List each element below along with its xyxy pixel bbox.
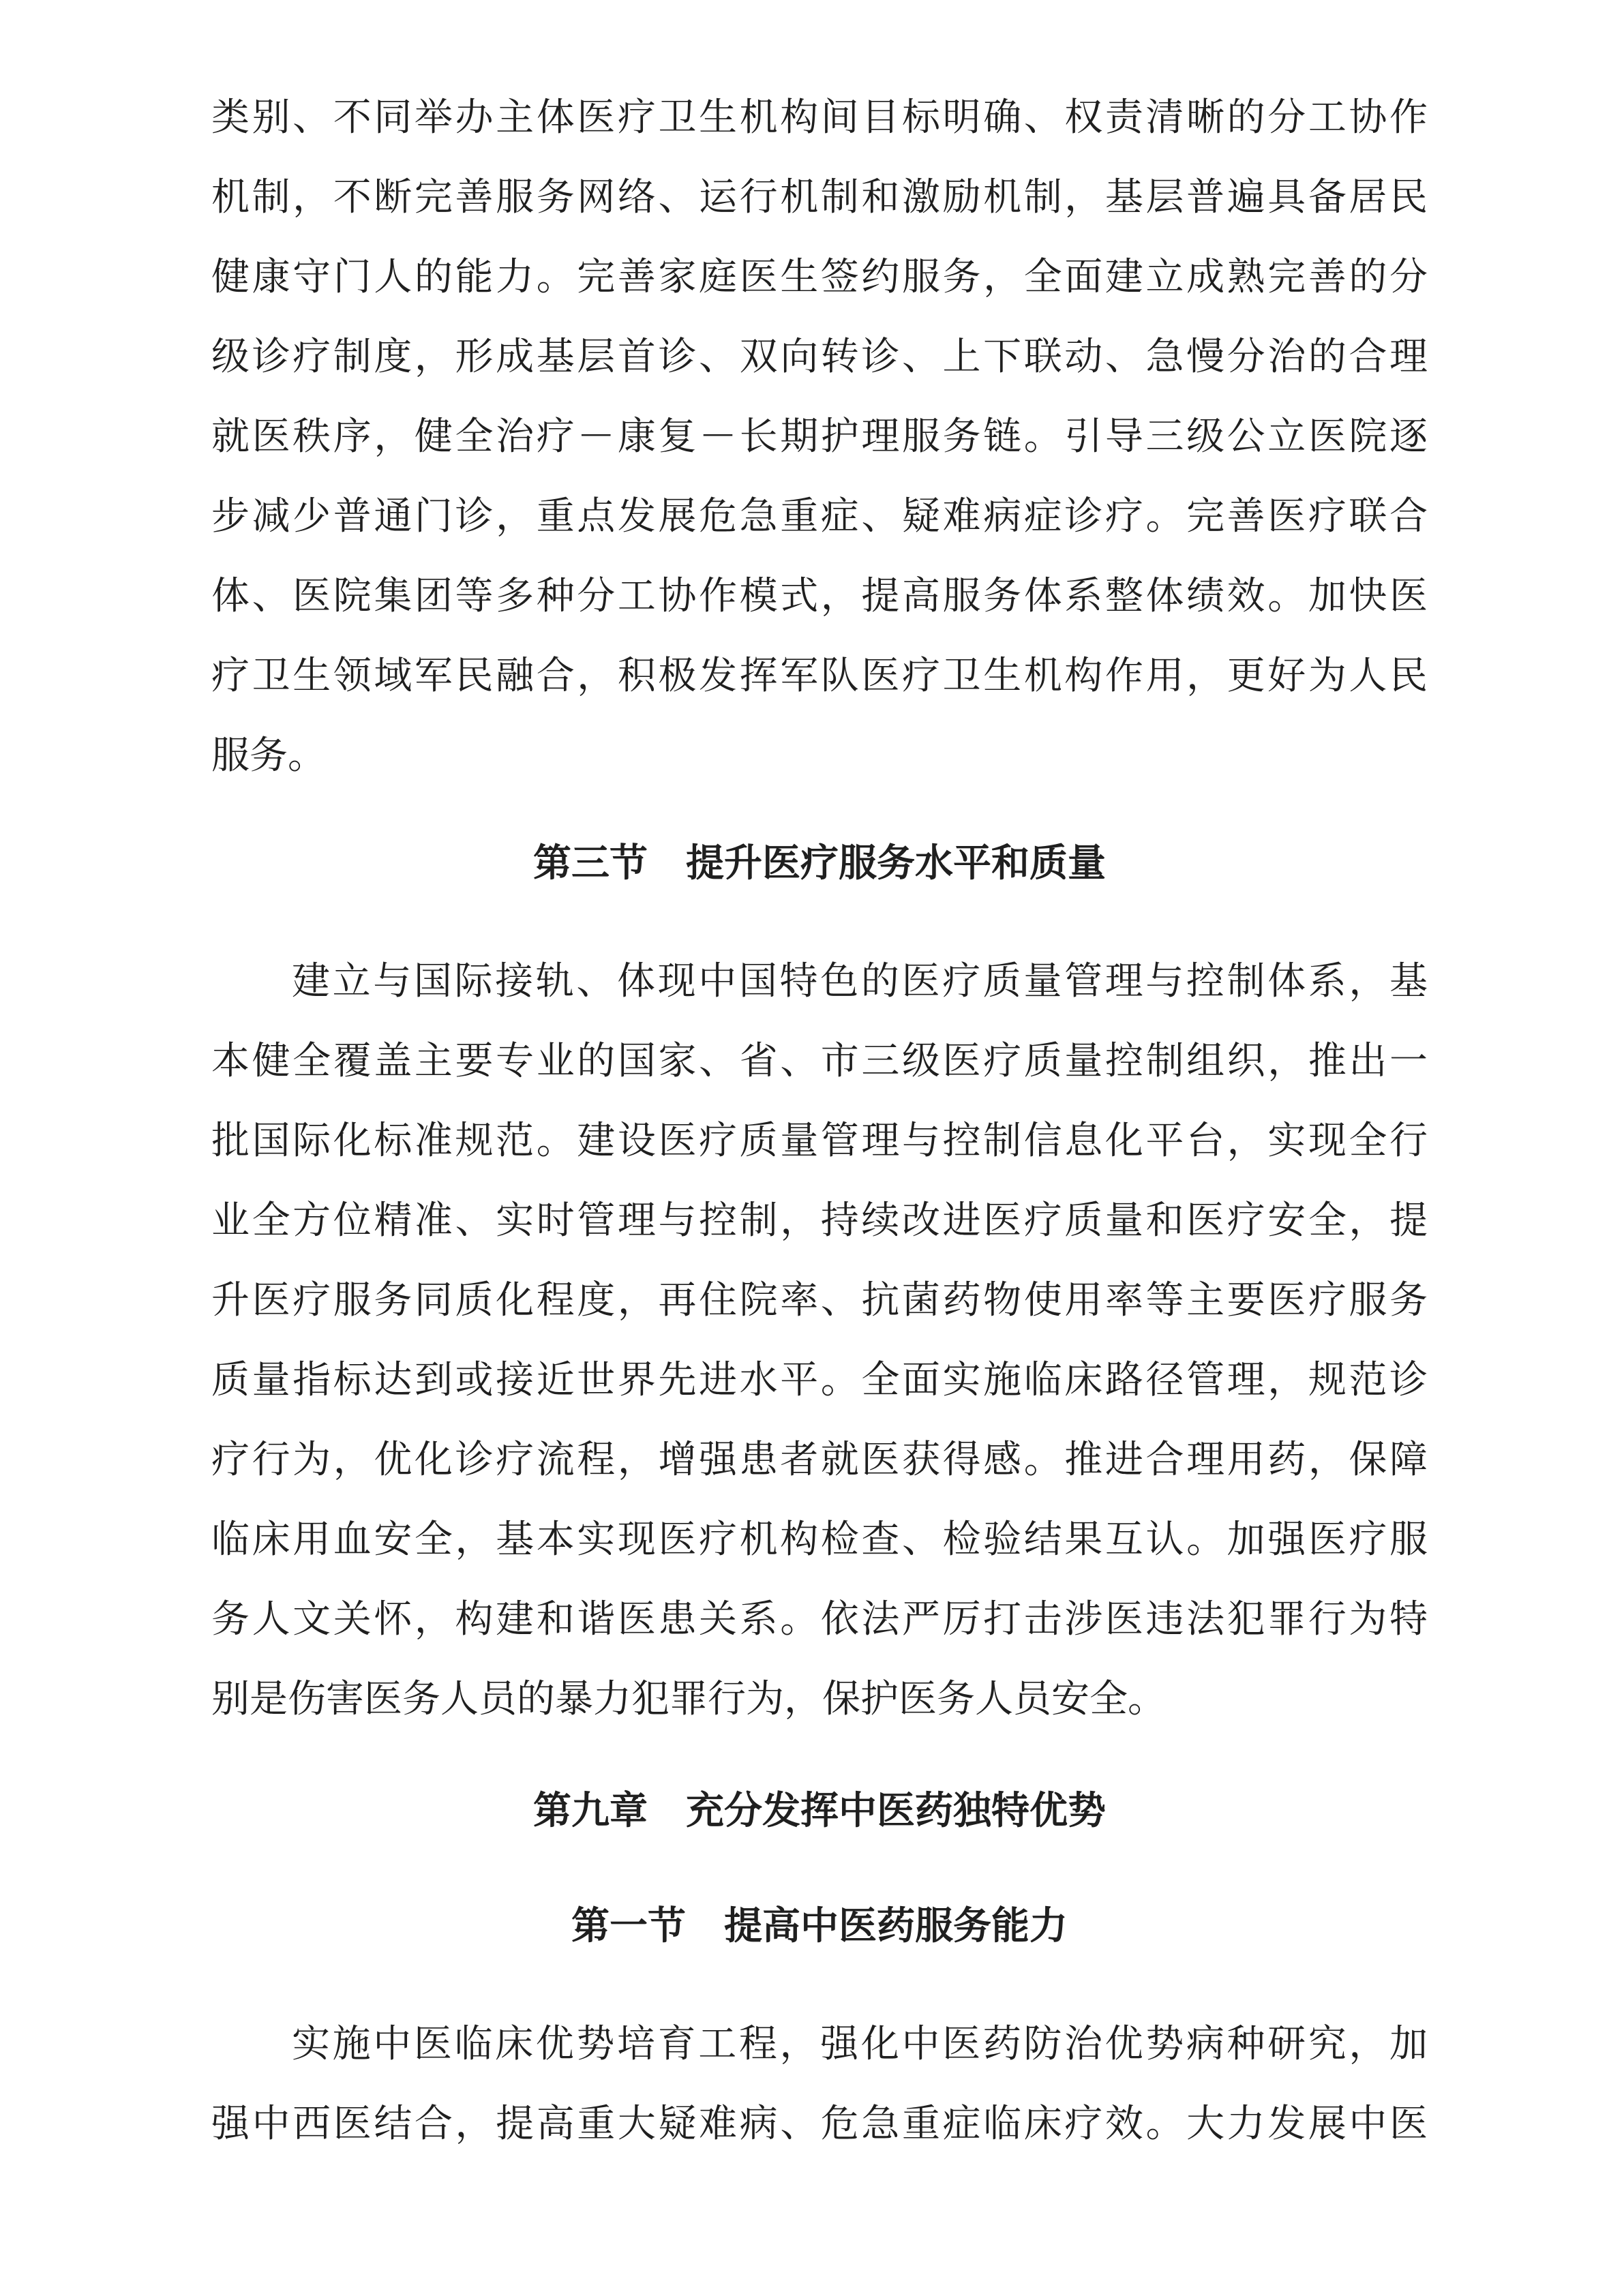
- text-line: 务人文关怀，构建和谐医患关系。依法严厉打击涉医违法犯罪行为特: [211, 1597, 1428, 1642]
- text-line: 级诊疗制度，形成基层首诊、双向转诊、上下联动、急慢分治的合理: [211, 335, 1428, 379]
- paragraph-2: [211, 941, 1428, 1739]
- text-line: 质量指标达到或接近世界先进水平。全面实施临床路径管理，规范诊: [211, 1358, 1428, 1402]
- text-line: 实施中医临床优势培育工程，强化中医药防治优势病种研究，加: [292, 2022, 1428, 2066]
- text-line: 疗行为，优化诊疗流程，增强患者就医获得感。推进合理用药，保障: [211, 1438, 1428, 1482]
- text-line: 强中西医结合，提高重大疑难病、危急重症临床疗效。大力发展中医: [211, 2102, 1428, 2146]
- text-line: 业全方位精准、实时管理与控制，持续改进医疗质量和医疗安全，提: [211, 1198, 1428, 1243]
- text-line: 建立与国际接轨、体现中国特色的医疗质量管理与控制体系，基: [292, 959, 1428, 1003]
- document-body: [211, 78, 1428, 2164]
- text-line: 批国际化标准规范。建设医疗质量管理与控制信息化平台，实现全行: [211, 1119, 1428, 1163]
- paragraph-1: [211, 78, 1428, 796]
- text-line: 步减少普通门诊，重点发展危急重症、疑难病症诊疗。完善医疗联合: [211, 494, 1428, 539]
- text-line: 疗卫生领域军民融合，积极发挥军队医疗卫生机构作用，更好为人民: [211, 654, 1428, 698]
- text-line: 类别、不同举办主体医疗卫生机构间目标明确、权责清晰的分工协作: [211, 95, 1428, 140]
- chapter-heading-9: 第九章 充分发挥中医药独特优势: [533, 1789, 1106, 1833]
- text-line: 升医疗服务同质化程度，再住院率、抗菌药物使用率等主要医疗服务: [211, 1278, 1428, 1323]
- text-line: 本健全覆盖主要专业的国家、省、市三级医疗质量控制组织，推出一: [211, 1039, 1428, 1083]
- section-heading-1: 第一节 提高中医药服务能力: [571, 1904, 1068, 1948]
- text-line: 体、医院集团等多种分工协作模式，提高服务体系整体绩效。加快医: [211, 574, 1428, 618]
- text-line: 临床用血安全，基本实现医疗机构检查、检验结果互认。加强医疗服: [211, 1517, 1428, 1562]
- text-line: 服务。: [211, 734, 326, 778]
- paragraph-3: [211, 2004, 1428, 2164]
- section-heading-3: 第三节 提升医疗服务水平和质量: [533, 841, 1106, 886]
- text-line: 机制，不断完善服务网络、运行机制和激励机制，基层普遍具备居民: [211, 175, 1428, 220]
- text-line: 就医秩序，健全治疗－康复－长期护理服务链。引导三级公立医院逐: [211, 414, 1428, 459]
- text-line: 别是伤害医务人员的暴力犯罪行为，保护医务人员安全。: [211, 1677, 1166, 1721]
- text-line: 健康守门人的能力。完善家庭医生签约服务，全面建立成熟完善的分: [211, 255, 1428, 299]
